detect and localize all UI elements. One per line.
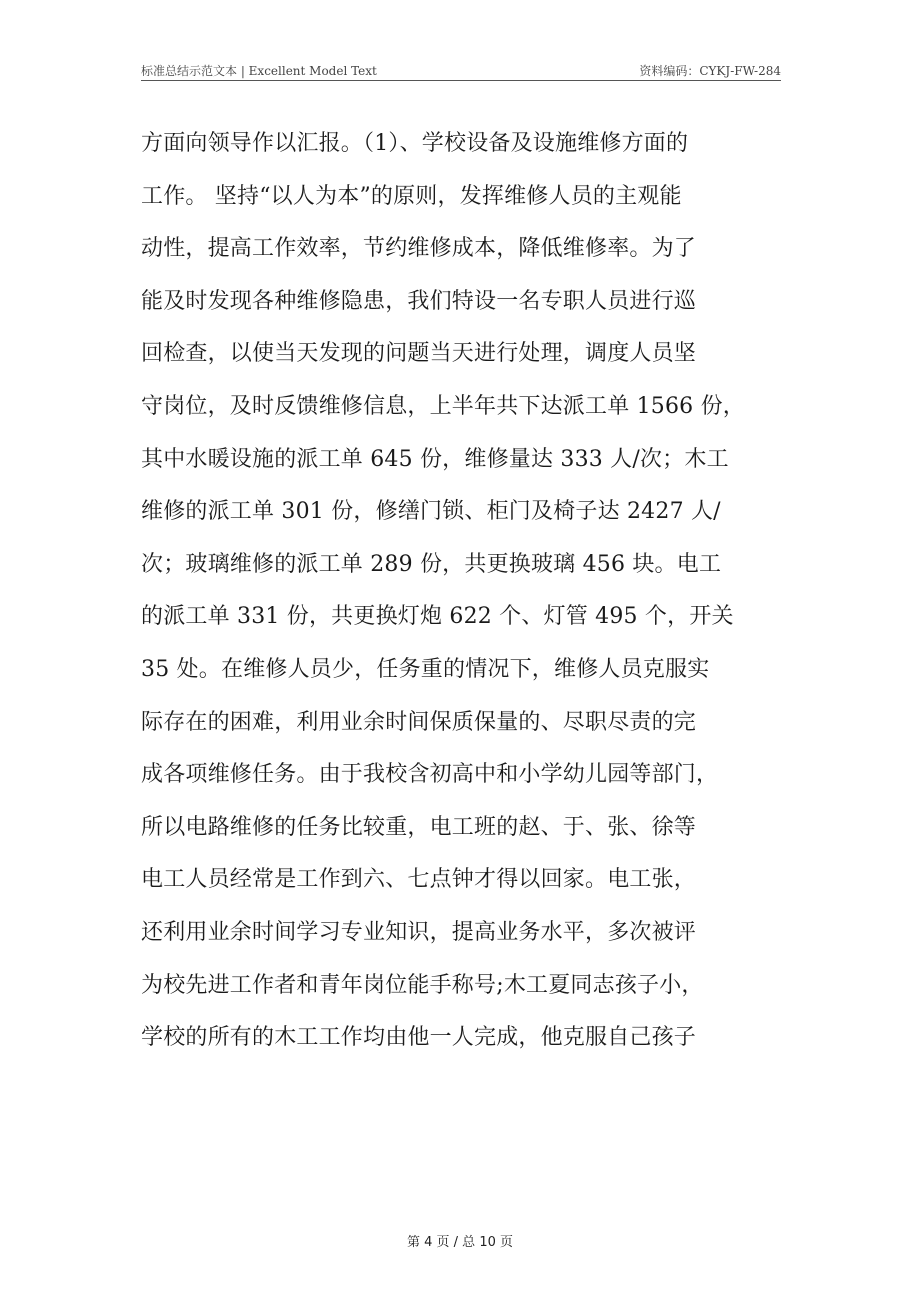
page-header xyxy=(141,58,781,82)
body-line: 次；玻璃维修的派工单 289 份，共更换玻璃 456 块。电工 xyxy=(141,551,722,577)
body-line: 动性，提高工作效率，节约维修成本，降低维修率。为了 xyxy=(141,236,697,262)
body-line: 成各项维修任务。由于我校含初高中和小学幼儿园等部门， xyxy=(141,762,719,788)
body-line: 35 处。在维修人员少，任务重的情况下，维修人员克服实 xyxy=(141,656,710,682)
body-line: 工作。 坚持“以人为本”的原则，发挥维修人员的主观能 xyxy=(141,183,682,209)
body-line: 能及时发现各种维修隐患，我们特设一名专职人员进行巡 xyxy=(141,288,697,314)
page-number: 第 4 页 / 总 10 页 xyxy=(407,1235,513,1250)
body-line: 的派工单 331 份，共更换灯炮 622 个、灯管 495 个，开关 xyxy=(141,604,734,630)
body-line: 所以电路维修的任务比较重，电工班的赵、于、张、徐等 xyxy=(141,814,697,840)
body-line: 回检查，以使当天发现的问题当天进行处理，调度人员坚 xyxy=(141,341,697,367)
body-line: 学校的所有的木工工作均由他一人完成，他克服自己孩子 xyxy=(141,1025,697,1051)
body-line: 方面向领导作以汇报。（1）、学校设备及设施维修方面的 xyxy=(141,131,689,156)
header-divider xyxy=(141,80,781,81)
body-line: 电工人员经常是工作到六、七点钟才得以回家。电工张， xyxy=(141,867,697,893)
body-line: 守岗位，及时反馈维修信息，上半年共下达派工单 1566 份， xyxy=(141,393,745,419)
body-line: 还利用业余时间学习专业知识，提高业务水平，多次被评 xyxy=(141,919,697,945)
header-title: 标准总结示范文本 | Excellent Model Text xyxy=(141,64,377,78)
body-line: 为校先进工作者和青年岗位能手称号;木工夏同志孩子小， xyxy=(141,972,704,998)
header-document-code: 资料编码：CYKJ-FW-284 xyxy=(639,64,781,78)
document-body xyxy=(141,118,781,1065)
body-line: 际存在的困难，利用业余时间保质保量的、尽职尽责的完 xyxy=(141,709,697,735)
body-line: 其中水暖设施的派工单 645 份，维修量达 333 人/次；木工 xyxy=(141,446,729,472)
body-line: 维修的派工单 301 份，修缮门锁、柜门及椅子达 2427 人/ xyxy=(141,499,721,525)
